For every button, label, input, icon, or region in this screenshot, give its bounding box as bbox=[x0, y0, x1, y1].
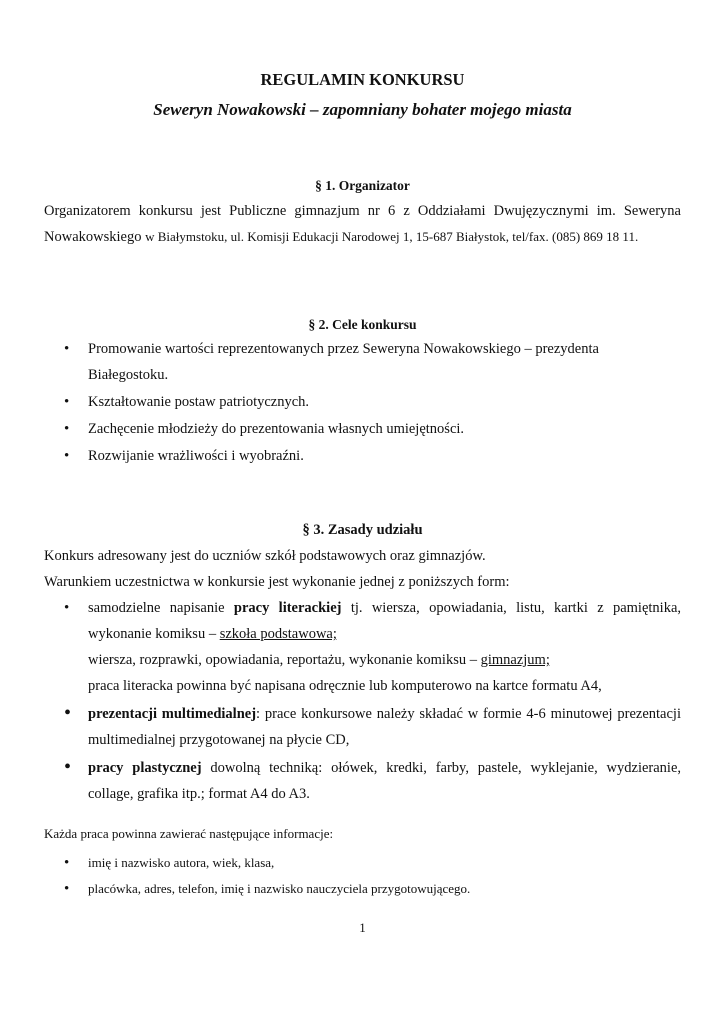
document-subtitle: Seweryn Nowakowski – zapomniany bohater mojego miasta bbox=[153, 100, 572, 119]
goals-list bbox=[44, 336, 664, 470]
literary-line2-wrap bbox=[88, 647, 681, 673]
literary-underline-1: szkoła podstawowa; bbox=[219, 626, 337, 642]
list-item: • placówka, adres, telefon, imię i nazwisko nauczyciela przygotowującego. bbox=[44, 876, 681, 902]
section-3-line2: Warunkiem uczestnictwa w konkursie jest wykonanie jednej z poniższych form: bbox=[44, 574, 510, 590]
list-item-literary bbox=[44, 595, 681, 699]
literary-underline-2: gimnazjum; bbox=[480, 652, 550, 668]
list-item-multimedia bbox=[44, 701, 681, 753]
section-1-heading: § 1. Organizator bbox=[315, 178, 410, 193]
list-item: • Zachęcenie młodzieży do prezentowania własnych umiejętności. bbox=[44, 416, 664, 442]
literary-post: tj. wiersza, opowiadania, listu, kartki z pamiętnika, wykonanie komiksu – bbox=[88, 600, 682, 642]
literary-line2: wiersza, rozprawki, opowiadania, reportażu, wykonanie komiksu – bbox=[88, 652, 477, 668]
page-number: 1 bbox=[359, 920, 366, 935]
literary-line3: praca literacka powinna być napisana odręcznie lub komputerowo na kartce formatu A4, bbox=[88, 678, 602, 694]
list-item: • Rozwijanie wrażliwości i wyobraźni. bbox=[44, 443, 664, 469]
list-item: • Promowanie wartości reprezentowanych przez Seweryna Nowakowskiego – prezydenta Białegostoku. bbox=[44, 336, 664, 388]
info-intro: Każda praca powinna zawierać następujące informacje: bbox=[44, 826, 334, 841]
list-item: • Kształtowanie postaw patriotycznych. bbox=[44, 389, 664, 415]
list-item: • imię i nazwisko autora, wiek, klasa, bbox=[44, 850, 681, 876]
multimedia-text: : prace konkursowe należy składać w formie 4-6 minutowej prezentacji multimedialnej przygotowanej na płycie CD, bbox=[88, 706, 681, 748]
document-title: REGULAMIN KONKURSU bbox=[260, 70, 465, 89]
organizer-text-part2: w Białymstoku, ul. Komisji Edukacji Narodowej 1, 15-687 Białystok, tel/fax. (085) 869 18 11. bbox=[145, 229, 639, 244]
section-3-heading: § 3. Zasady udziału bbox=[302, 522, 423, 538]
list-item-art bbox=[44, 755, 681, 807]
info-list bbox=[44, 850, 681, 902]
multimedia-bold: prezentacji multimedialnej bbox=[88, 706, 257, 722]
literary-pre: samodzielne napisanie bbox=[88, 600, 225, 616]
section-1-text bbox=[44, 198, 681, 250]
participation-forms-list bbox=[44, 595, 681, 809]
art-text: dowolną techniką: ołówek, kredki, farby, pastele, wyklejanie, wydzieranie, collage, grafika itp.; format A4 do A3. bbox=[88, 760, 682, 802]
art-bold: pracy plastycznej bbox=[88, 760, 202, 776]
section-3-line1: Konkurs adresowany jest do uczniów szkół podstawowych oraz gimnazjów. bbox=[44, 548, 486, 564]
literary-bold: pracy literackiej bbox=[233, 600, 342, 616]
organizer-text-part1: Organizatorem konkursu jest Publiczne gimnazjum nr 6 z Oddziałami Dwujęzycznymi im. Seweryna Nowakowskiego bbox=[44, 203, 681, 245]
section-2-heading: § 2. Cele konkursu bbox=[308, 317, 417, 332]
